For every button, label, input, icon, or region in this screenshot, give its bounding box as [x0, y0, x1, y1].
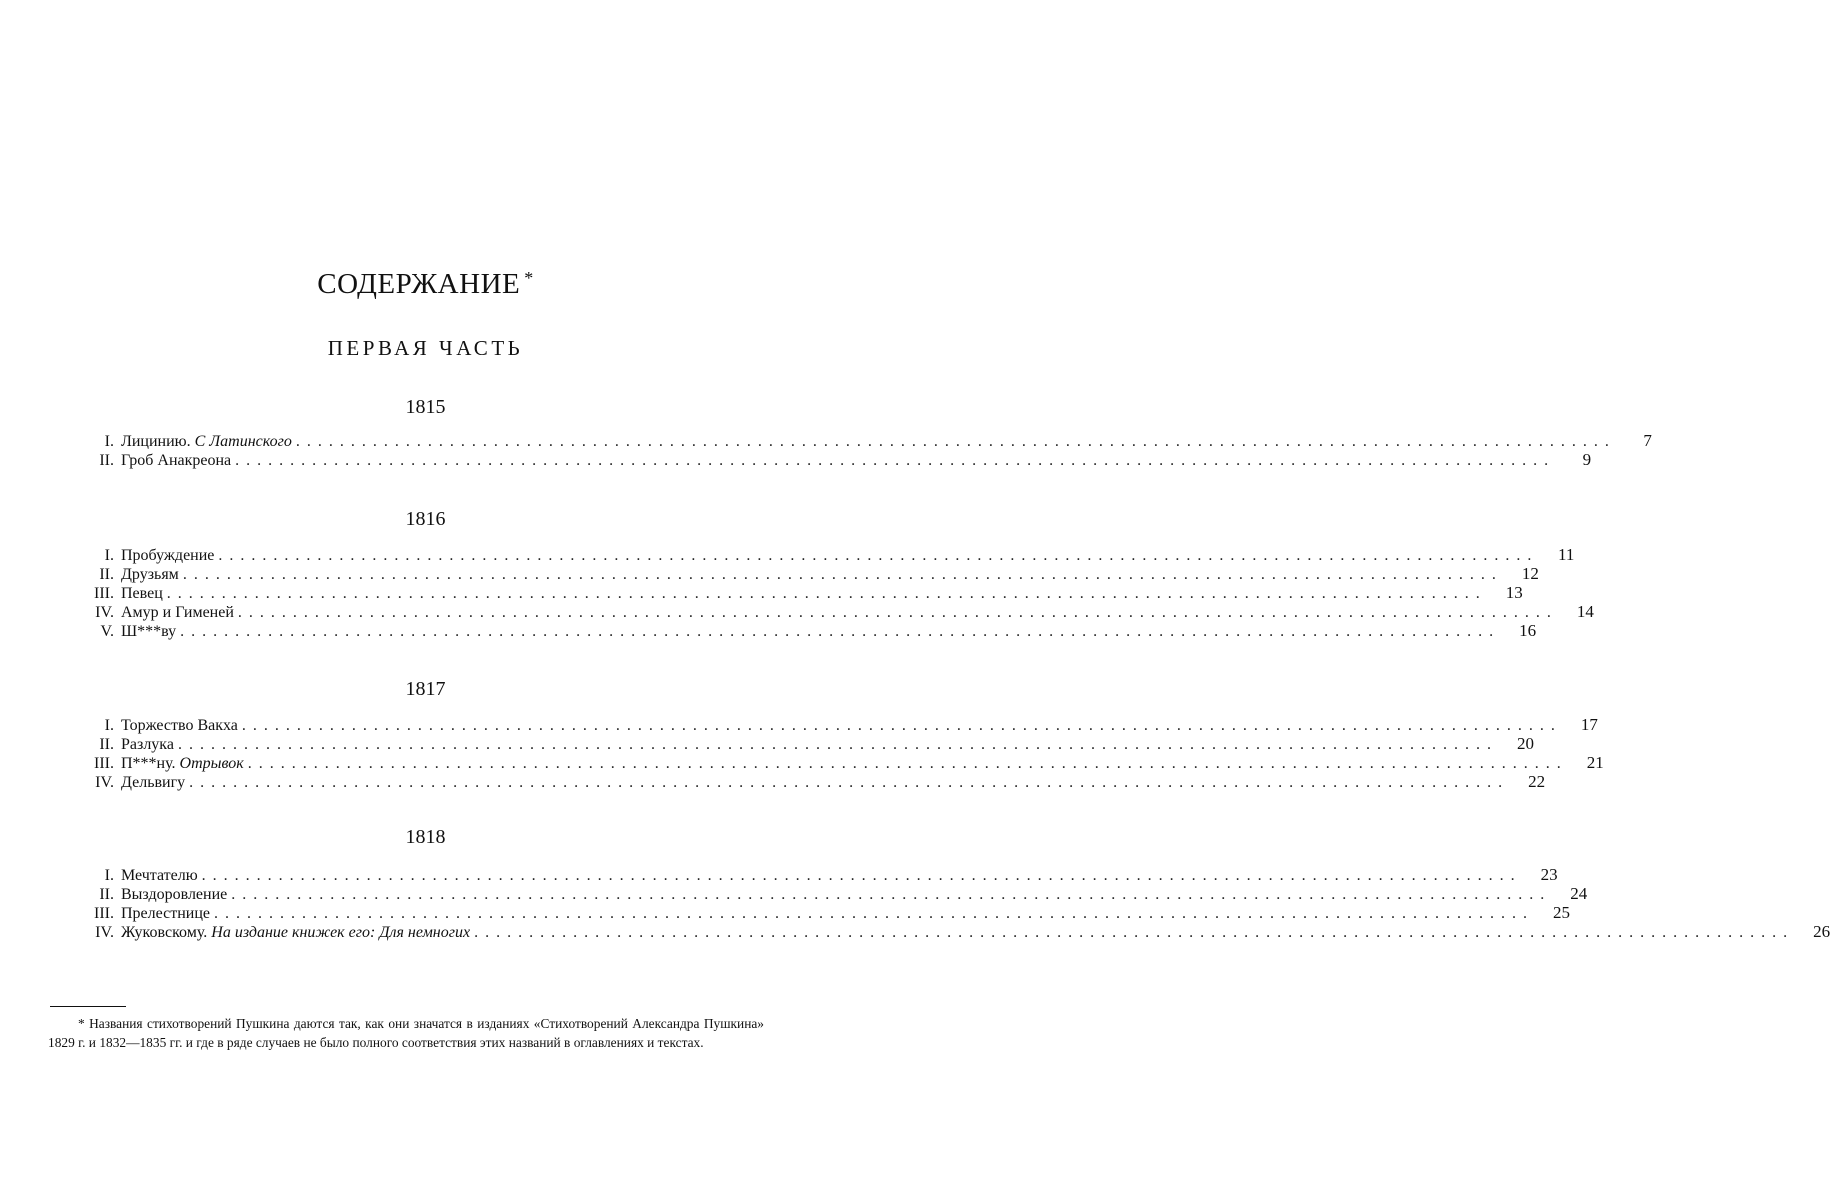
leader-dots: ........................................................................................................................: [180, 623, 1501, 640]
entry-number: I.: [104, 433, 114, 450]
toc-section-1816: [70, 545, 1594, 640]
toc-entry[interactable]: [70, 431, 1652, 450]
toc-entry[interactable]: [70, 884, 1588, 903]
toc-entry[interactable]: [70, 772, 1546, 791]
entry-title: Мечтателю: [121, 867, 198, 884]
entry-title: Выздоровление: [121, 886, 228, 903]
year-heading-1818: 1818: [405, 826, 446, 848]
entry-title: Амур и Гименей: [121, 604, 234, 621]
entry-page: 17: [1580, 715, 1598, 734]
leader-dots: ........................................................................................................................: [201, 867, 1522, 884]
leader-dots: ........................................................................................................................: [247, 755, 1568, 772]
year-heading-1817: 1817: [405, 678, 446, 700]
entry-page: 20: [1516, 734, 1534, 753]
toc-section-1815: [70, 431, 1652, 469]
entry-title: Гроб Анакреона: [121, 452, 232, 469]
part-heading: ПЕРВАЯ ЧАСТЬ: [327, 336, 524, 360]
leader-dots: ........................................................................................................................: [214, 905, 1535, 922]
entry-page: 21: [1586, 753, 1604, 772]
toc-entry[interactable]: [70, 564, 1539, 583]
leader-dots: ........................................................................................................................: [177, 736, 1498, 753]
entry-page: 12: [1521, 564, 1539, 583]
leader-dots: ........................................................................................................................: [189, 774, 1510, 791]
title-text: СОДЕРЖАНИЕ: [317, 268, 521, 300]
leader-dots: ........................................................................................................................: [295, 433, 1616, 450]
entry-title: Пробуждение: [121, 547, 215, 564]
entry-title: Торжество Вакха: [121, 717, 238, 734]
entry-page: 9: [1582, 450, 1592, 469]
footnote: * Названия стихотворений Пушкина даются так, как они значатся в изданиях «Стихотворений Александра Пушкина» 1829 г. и 1832—1835 гг. и где в ряде случаев не было полного соответствия этих названий в оглавлениях и текстах.: [48, 1016, 764, 1050]
entry-subtitle: С Латинского: [194, 433, 292, 450]
entry-number: I.: [104, 547, 114, 564]
toc-section-1817: [70, 715, 1604, 791]
entry-subtitle: Отрывок: [179, 755, 244, 772]
entry-number: III.: [94, 585, 114, 602]
toc-entry[interactable]: [70, 602, 1594, 621]
leader-dots: ........................................................................................................................: [166, 585, 1487, 602]
entry-page: 24: [1570, 884, 1588, 903]
toc-entry[interactable]: [70, 583, 1523, 602]
footnote-mark: *: [524, 268, 534, 288]
entry-title: Жуковскому. На издание книжек его: Для немногих: [121, 924, 471, 941]
toc-entry[interactable]: [70, 865, 1558, 884]
toc-entry[interactable]: [70, 753, 1604, 772]
entry-number: I.: [104, 867, 114, 884]
entry-title: Ш***ву: [121, 623, 177, 640]
entry-number: II.: [99, 452, 114, 469]
entry-title: Друзьям: [121, 566, 179, 583]
entry-page: 25: [1553, 903, 1571, 922]
entry-page: 13: [1505, 583, 1523, 602]
toc-entry[interactable]: [70, 450, 1592, 469]
leader-dots: ........................................................................................................................: [231, 886, 1552, 903]
entry-page: 14: [1576, 602, 1594, 621]
entry-page: 22: [1528, 772, 1546, 791]
toc-section-1818: [70, 865, 1830, 941]
leader-dots: ........................................................................................................................: [241, 717, 1562, 734]
entry-page: 23: [1540, 865, 1558, 884]
entry-number: III.: [94, 755, 114, 772]
entry-title: Певец: [121, 585, 163, 602]
entry-number: III.: [94, 905, 114, 922]
toc-entry[interactable]: [70, 734, 1534, 753]
entry-number: II.: [99, 736, 114, 753]
toc-entry[interactable]: [70, 545, 1575, 564]
entry-title: П***ну. Отрывок: [121, 755, 244, 772]
year-heading-1815: 1815: [405, 396, 446, 418]
entry-subtitle: На издание книжек его: Для немногих: [211, 924, 471, 941]
leader-dots: ........................................................................................................................: [235, 452, 1556, 469]
entry-number: II.: [99, 886, 114, 903]
entry-page: 7: [1643, 431, 1652, 450]
entry-page: 26: [1813, 922, 1830, 941]
entry-title: Разлука: [121, 736, 174, 753]
entry-number: IV.: [95, 774, 114, 791]
leader-dots: ........................................................................................................................: [182, 566, 1503, 583]
leader-dots: ........................................................................................................................: [474, 924, 1795, 941]
leader-dots: ........................................................................................................................: [237, 604, 1558, 621]
footnote-rule: [50, 1006, 126, 1007]
entry-title: Лицинию. С Латинского: [121, 433, 292, 450]
toc-entry[interactable]: [70, 903, 1571, 922]
entry-page: 11: [1558, 545, 1575, 564]
toc-entry[interactable]: [70, 621, 1537, 640]
entry-title: Дельвигу: [121, 774, 186, 791]
leader-dots: ........................................................................................................................: [218, 547, 1539, 564]
entry-page: 16: [1519, 621, 1537, 640]
entry-number: I.: [104, 717, 114, 734]
entry-number: II.: [99, 566, 114, 583]
entry-number: V.: [100, 623, 114, 640]
entry-title: Прелестнице: [121, 905, 211, 922]
toc-entry[interactable]: [70, 922, 1830, 941]
page-title: [0, 268, 851, 301]
entry-number: IV.: [95, 604, 114, 621]
year-heading-1816: 1816: [405, 508, 446, 530]
entry-number: IV.: [95, 924, 114, 941]
toc-entry[interactable]: [70, 715, 1598, 734]
